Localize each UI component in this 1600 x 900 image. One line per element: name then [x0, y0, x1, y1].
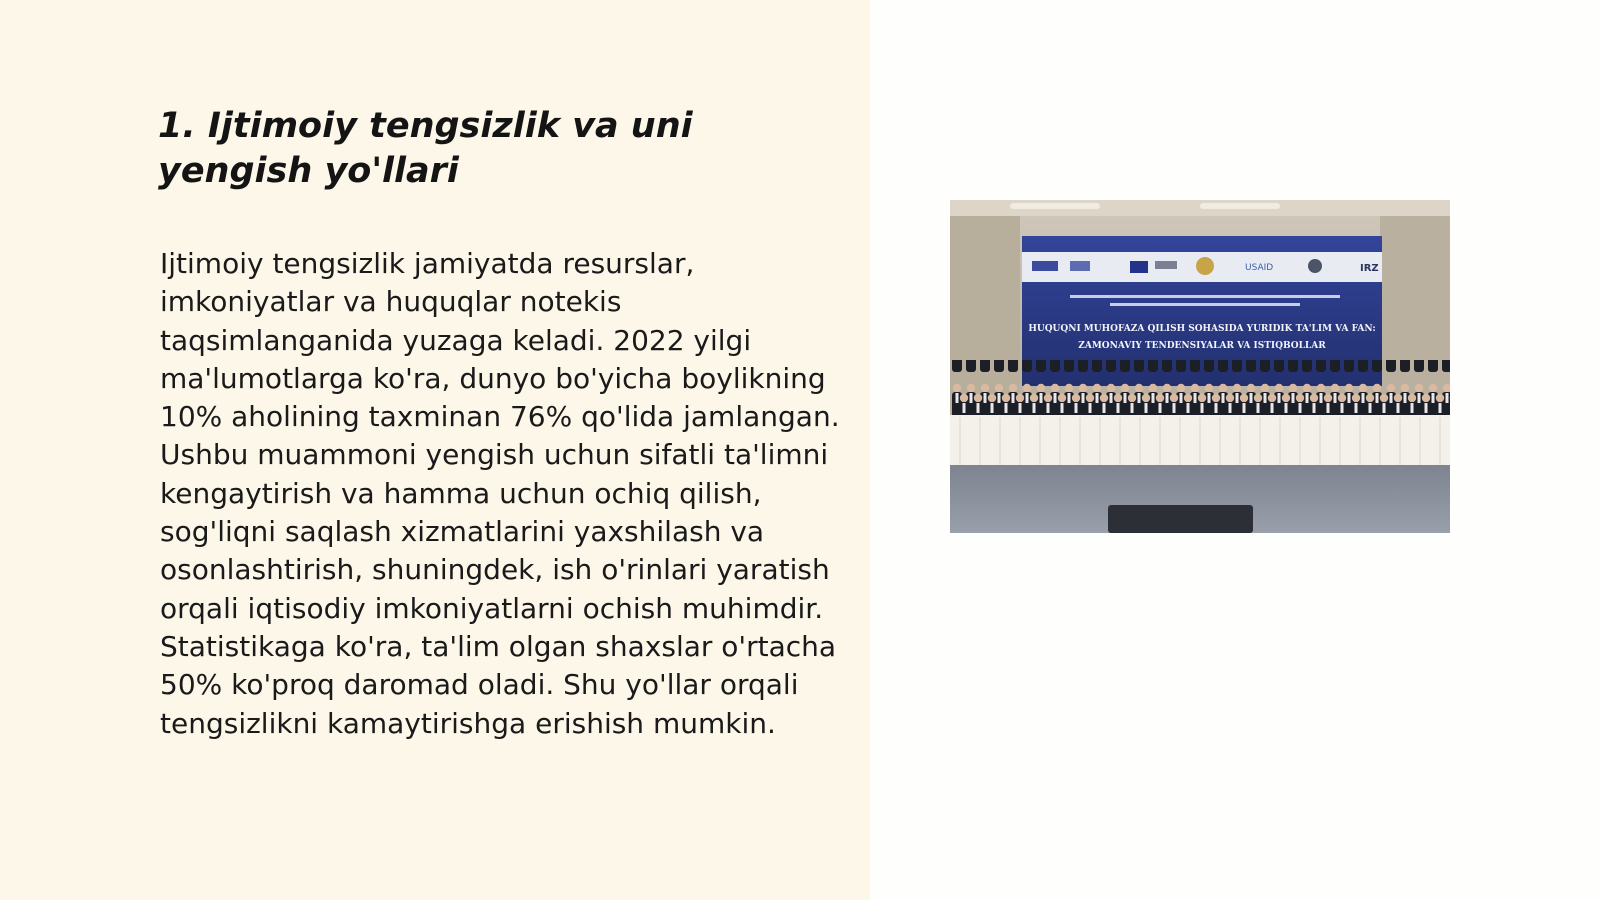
usaid-logo-text: USAID	[1245, 263, 1274, 273]
conference-photo-illustration	[950, 200, 1450, 533]
conference-photo	[950, 200, 1450, 533]
slide-body-text: Ijtimoiy tengsizlik jamiyatda resurslar, imkoniyatlar va huquqlar notekis taqsimlanganida yuzaga keladi. 2022 yilgi ma'lumotlarga ko'ra, dunyo bo'yicha boylikning 10% aholining taxminan 76% qo'lida jamlangan. Ushbu muammoni yengish uchun sifatli ta'limni kengaytirish va hamma uchun ochiq qilish, sog'liqni saqlash xizmatlarini yaxshilash va osonlashtirish, shuningdek, ish o'rinlari yaratish orqali iqtisodiy imkoniyatlarni ochish muhimdir. Statistikaga ko'ra, ta'lim olgan shaxslar o'rtacha 50% ko'proq daromad oladi. Shu yo'llar orqali tengsizlikni kamaytirishga erishish mumkin.	[160, 247, 840, 740]
irz-logo-text: IRZ	[1360, 263, 1379, 274]
banner-line-1: HUQUQNI MUHOFAZA QILISH SOHASIDA YURIDIK TA'LIM VA FAN:	[1028, 324, 1376, 334]
banner-line-2: ZAMONAVIY TENDENSIYALAR VA ISTIQBOLLAR	[1078, 341, 1326, 351]
slide-title: 1. Ijtimoiy tengsizlik va uni yengish yo'llari	[158, 106, 693, 191]
